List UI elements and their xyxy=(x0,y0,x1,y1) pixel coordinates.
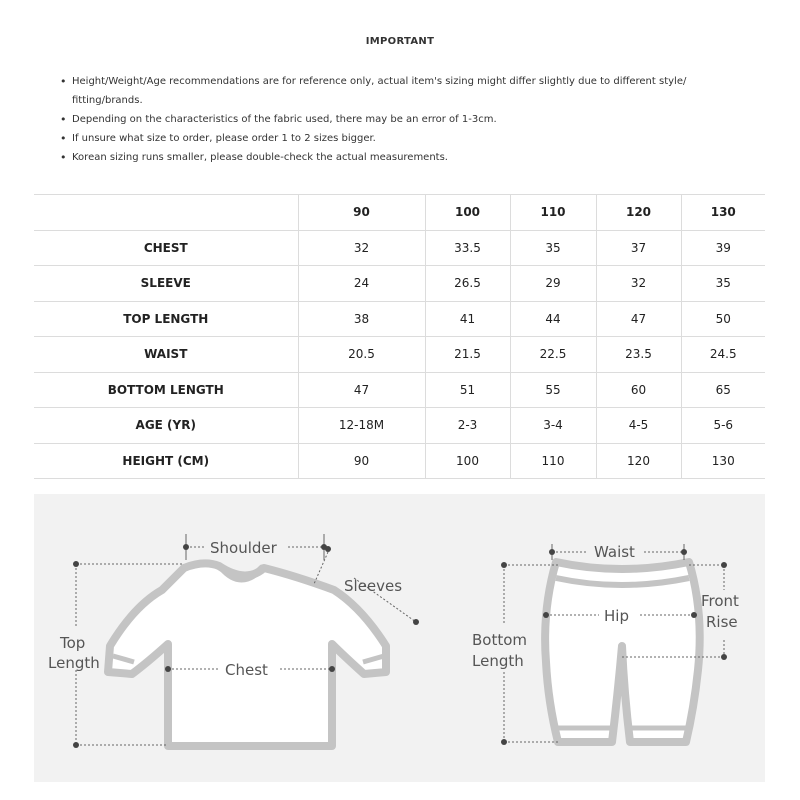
chest-label: Chest xyxy=(225,661,268,679)
table-cell: 110 xyxy=(510,443,596,479)
table-cell: 23.5 xyxy=(596,337,681,373)
header-cell xyxy=(34,195,298,231)
waist-label: Waist xyxy=(594,543,635,561)
table-cell: 47 xyxy=(596,301,681,337)
measurement-diagram-panel xyxy=(34,494,765,782)
shoulder-label: Shoulder xyxy=(210,539,277,557)
table-row xyxy=(34,266,765,302)
table-cell: 21.5 xyxy=(425,337,510,373)
header-cell: 110 xyxy=(510,195,596,231)
table-cell: 33.5 xyxy=(425,230,510,266)
table-cell: 5-6 xyxy=(681,408,765,444)
table-cell: 100 xyxy=(425,443,510,479)
measurement-diagram xyxy=(34,494,765,782)
row-label: AGE (YR) xyxy=(34,408,298,444)
note-item: • Depending on the characteristics of the fabric used, there may be an error of 1-3cm. xyxy=(60,110,760,129)
table-cell: 24.5 xyxy=(681,337,765,373)
table-cell: 35 xyxy=(681,266,765,302)
table-cell: 65 xyxy=(681,372,765,408)
note-item: • Korean sizing runs smaller, please double-check the actual measurements. xyxy=(60,148,760,167)
row-label: SLEEVE xyxy=(34,266,298,302)
table-cell: 55 xyxy=(510,372,596,408)
notes-list xyxy=(60,72,760,167)
table-cell: 39 xyxy=(681,230,765,266)
table-cell: 41 xyxy=(425,301,510,337)
table-cell: 20.5 xyxy=(298,337,425,373)
note-item: • If unsure what size to order, please order 1 to 2 sizes bigger. xyxy=(60,129,760,148)
page-title: IMPORTANT xyxy=(365,36,435,47)
row-label: BOTTOM LENGTH xyxy=(34,372,298,408)
table-cell: 12-18M xyxy=(298,408,425,444)
header-cell: 120 xyxy=(596,195,681,231)
table-row xyxy=(34,408,765,444)
top-length-label: Top xyxy=(60,634,86,652)
header-cell: 130 xyxy=(681,195,765,231)
size-chart-table xyxy=(34,194,765,479)
top-length-label: Length xyxy=(48,654,100,672)
bottom-length-label: Bottom xyxy=(472,631,528,649)
row-label: WAIST xyxy=(34,337,298,373)
sleeves-label: Sleeves xyxy=(344,577,403,595)
table-cell: 32 xyxy=(298,230,425,266)
header-cell: 100 xyxy=(425,195,510,231)
table-cell: 47 xyxy=(298,372,425,408)
bottom-length-label: Length xyxy=(472,652,524,670)
table-row xyxy=(34,301,765,337)
table-cell: 50 xyxy=(681,301,765,337)
row-label: TOP LENGTH xyxy=(34,301,298,337)
table-cell: 44 xyxy=(510,301,596,337)
table-row xyxy=(34,372,765,408)
table-cell: 32 xyxy=(596,266,681,302)
bottom-garment xyxy=(545,562,700,742)
table-row xyxy=(34,337,765,373)
row-label: CHEST xyxy=(34,230,298,266)
hip-label: Hip xyxy=(604,607,629,625)
table-cell: 90 xyxy=(298,443,425,479)
table-cell: 2-3 xyxy=(425,408,510,444)
table-cell: 29 xyxy=(510,266,596,302)
table-cell: 24 xyxy=(298,266,425,302)
table-cell: 4-5 xyxy=(596,408,681,444)
table-row xyxy=(34,230,765,266)
table-cell: 51 xyxy=(425,372,510,408)
table-cell: 130 xyxy=(681,443,765,479)
table-cell: 38 xyxy=(298,301,425,337)
pants-outline xyxy=(545,562,700,742)
table-cell: 26.5 xyxy=(425,266,510,302)
note-item: • Height/Weight/Age recommendations are for reference only, actual item's sizing might differ slightly due to different style/ fitting/brands. xyxy=(60,72,760,110)
table-cell: 3-4 xyxy=(510,408,596,444)
front-rise-label: Rise xyxy=(706,613,738,631)
table-cell: 22.5 xyxy=(510,337,596,373)
table-cell: 60 xyxy=(596,372,681,408)
table-cell: 37 xyxy=(596,230,681,266)
table-header-row xyxy=(34,195,765,231)
row-label: HEIGHT (CM) xyxy=(34,443,298,479)
table-row xyxy=(34,443,765,479)
front-rise-label: Front xyxy=(701,592,739,610)
header-cell: 90 xyxy=(298,195,425,231)
table-cell: 120 xyxy=(596,443,681,479)
table-cell: 35 xyxy=(510,230,596,266)
